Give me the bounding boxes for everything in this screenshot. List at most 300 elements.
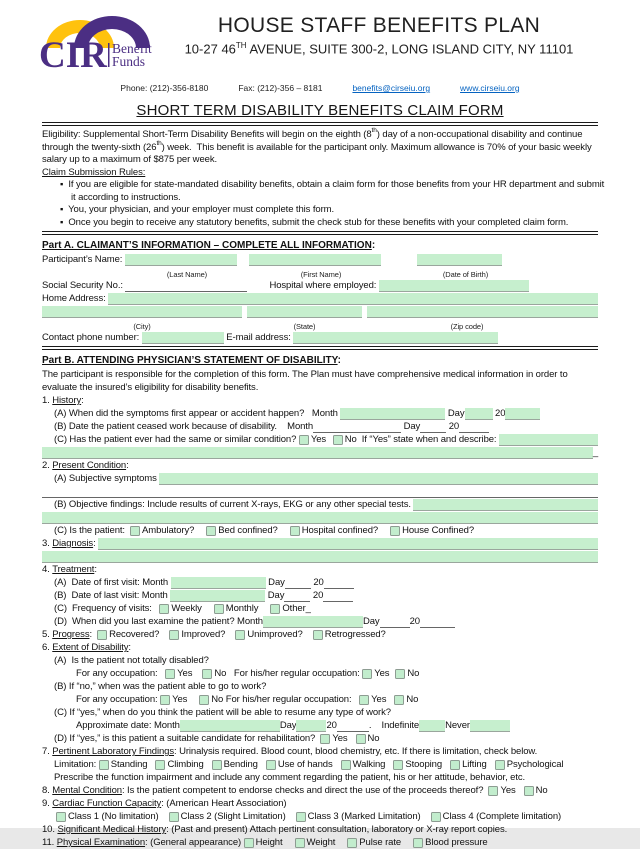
part-a-fields — [42, 253, 598, 344]
superscript-text: th — [371, 127, 377, 134]
checkbox-label: Recovered? — [109, 629, 160, 640]
spacer — [278, 536, 290, 537]
checkbox-label: Blood pressure — [425, 837, 488, 848]
present-b — [42, 498, 598, 511]
label-text: For any occupation: — [76, 694, 161, 705]
checkbox[interactable] — [160, 695, 170, 705]
spacer — [387, 278, 423, 279]
present-a-continuation — [42, 485, 598, 498]
label-text: (B) Date the patient ceased work because of disability. Month — [54, 421, 314, 432]
label-text: : — [126, 460, 129, 471]
part-b-section — [42, 354, 598, 849]
eligibility-line-3 — [42, 154, 598, 167]
blank-underline[interactable] — [285, 577, 311, 589]
label-text: Home Address: — [42, 293, 109, 304]
checkbox[interactable] — [390, 526, 400, 536]
checkbox[interactable] — [266, 760, 276, 770]
checkbox[interactable] — [295, 838, 305, 848]
label-text: 7. — [42, 746, 53, 757]
label-text: 20 — [446, 421, 460, 432]
rule-1-line-1 — [42, 179, 605, 192]
checkbox[interactable] — [202, 669, 212, 679]
checkbox-item[interactable] — [495, 758, 564, 771]
checkbox-item[interactable] — [202, 667, 226, 680]
label-text: 3. — [42, 538, 53, 549]
checkbox-label: Other — [282, 603, 306, 614]
input-field[interactable] — [413, 499, 598, 511]
label-text: evaluate the insured’s eligibility for disability benefits. — [42, 382, 259, 393]
checkbox[interactable] — [169, 630, 179, 640]
present-a — [42, 472, 598, 485]
input-field[interactable] — [419, 720, 445, 732]
input-field[interactable] — [180, 720, 280, 732]
input-field[interactable] — [263, 616, 363, 628]
input-field[interactable] — [470, 720, 510, 732]
checkbox-label: Height — [255, 837, 283, 848]
checkbox-label: Ambulatory? — [142, 525, 195, 536]
progress-line — [42, 628, 598, 641]
label-text: . Indefinite — [368, 720, 420, 731]
checkbox-label: House Confined? — [402, 525, 475, 536]
checkbox-label: Retrogressed? — [324, 629, 386, 640]
city-state-zip-captions — [42, 318, 598, 331]
mental-condition-line — [42, 784, 598, 797]
blank-underline[interactable] — [420, 421, 446, 433]
label-text: : — [128, 642, 131, 653]
blank-underline[interactable] — [125, 280, 247, 292]
label-text: salary up to a maximum of $875 per week. — [42, 154, 218, 165]
form-title: SHORT TERM DISABILITY BENEFITS CLAIM FORM — [136, 102, 504, 119]
present-condition-heading — [42, 459, 598, 472]
checkbox-label: No — [214, 668, 227, 679]
spacer — [247, 291, 269, 292]
part-a-heading-colon: : — [371, 240, 376, 251]
checkbox-item[interactable] — [212, 758, 258, 771]
input-field[interactable] — [98, 538, 598, 550]
checkbox-item[interactable] — [169, 628, 225, 641]
extent-b — [42, 680, 598, 693]
checkbox[interactable] — [341, 760, 351, 770]
checkbox[interactable] — [524, 786, 534, 796]
checkbox-label: Standing — [110, 759, 148, 770]
checkbox-item[interactable] — [296, 810, 421, 823]
spacer — [243, 278, 255, 279]
input-field[interactable] — [247, 306, 362, 318]
website-link[interactable]: www.cirseiu.org — [460, 83, 520, 93]
blank-underline[interactable] — [380, 616, 410, 628]
checkbox-label: Improved? — [181, 629, 226, 640]
input-field[interactable] — [108, 293, 598, 305]
label-text: 1. — [42, 395, 53, 406]
checkbox-item[interactable] — [347, 836, 401, 849]
medical-history-line — [42, 823, 598, 836]
checkbox[interactable] — [214, 604, 224, 614]
checkbox[interactable] — [169, 812, 179, 822]
checkbox[interactable] — [212, 760, 222, 770]
checkbox-item[interactable] — [356, 732, 380, 745]
checkbox-item[interactable] — [390, 524, 474, 537]
checkbox-item[interactable] — [359, 693, 386, 706]
label-text: For any occupation: — [76, 668, 166, 679]
checkbox-item[interactable] — [56, 810, 159, 823]
checkbox-item[interactable] — [333, 433, 357, 446]
treatment-c — [42, 602, 598, 615]
checkbox-item[interactable] — [130, 524, 194, 537]
page-header — [39, 8, 598, 76]
blank-underline[interactable] — [42, 486, 598, 498]
checkbox-label: Climbing — [167, 759, 204, 770]
input-field[interactable] — [340, 408, 445, 420]
checkbox-label: Weight — [306, 837, 336, 848]
eligibility-line-1 — [42, 129, 598, 142]
label-text: Day — [279, 720, 297, 731]
checkbox-label: Psychological — [506, 759, 564, 770]
checkbox-label: Stooping — [405, 759, 443, 770]
label-text: : — [81, 395, 84, 406]
organization-title: HOUSE STAFF BENEFITS PLAN — [217, 14, 541, 37]
label-text: Prescribe the function impairment and include any comment regarding the patient, his or her attitude, behavior, etc. — [54, 772, 526, 783]
underlined-label: Cardiac Function Capacity — [52, 798, 162, 809]
rule-2 — [42, 204, 598, 217]
field-caption: (First Name) — [300, 270, 342, 279]
checkbox-label: No — [407, 668, 420, 679]
spacer — [159, 640, 169, 641]
rule-1-line-2 — [42, 192, 598, 205]
checkbox[interactable] — [270, 604, 280, 614]
spacer — [326, 445, 333, 446]
label-text: Day — [445, 408, 465, 419]
checkbox[interactable] — [313, 630, 323, 640]
eligibility-section — [42, 127, 605, 229]
label-text: : — [89, 629, 98, 640]
checkbox[interactable] — [394, 695, 404, 705]
label-text: ▪ Once you begin to receive any statutory benefits, submit the check stub for these benefits with your completed claim form. — [60, 216, 569, 228]
blank-underline[interactable] — [459, 421, 489, 433]
underlined-label: Pertinent Laboratory Findings — [52, 746, 174, 757]
label-text: 20 — [409, 616, 420, 627]
checkbox[interactable] — [199, 695, 209, 705]
label-text: 9. — [42, 798, 53, 809]
label-text: (A) Date of first visit: Month — [54, 577, 171, 588]
label-text: (B) Date of last visit: Month — [54, 590, 171, 601]
blank-underline[interactable] — [324, 577, 354, 589]
label-text: Never — [445, 720, 470, 731]
underlined-label: History — [52, 395, 82, 406]
history-heading — [42, 394, 598, 407]
field-caption: (State) — [293, 322, 316, 331]
checkbox[interactable] — [395, 669, 405, 679]
treatment-d — [42, 615, 598, 628]
checkbox-item[interactable] — [450, 758, 487, 771]
checkbox-item[interactable] — [362, 667, 389, 680]
input-field[interactable] — [499, 434, 598, 446]
underlined-label: Treatment — [52, 564, 95, 575]
input-field[interactable] — [505, 408, 540, 420]
input-field[interactable] — [125, 254, 237, 266]
checkbox-label: Bending — [223, 759, 258, 770]
part-b-heading-text: Part B. ATTENDING PHYSICIAN’S STATEMENT OF DISABILITY — [42, 355, 338, 366]
checkbox[interactable] — [97, 630, 107, 640]
checkbox[interactable] — [99, 760, 109, 770]
claim-rules-heading — [42, 167, 598, 180]
checkbox-item[interactable] — [395, 667, 419, 680]
checkbox-label: Yes — [500, 785, 516, 796]
logo-benefit-text: Benefit — [112, 41, 152, 56]
label-text: (C) Has the patient ever had the same or similar condition? — [54, 434, 299, 445]
extent-a — [42, 654, 598, 667]
label-text: (A) Is the patient not totally disabled? — [54, 655, 209, 666]
label-text: Day — [265, 577, 285, 588]
checkbox-item[interactable] — [393, 758, 442, 771]
label-text: For his/her regular occupation: — [223, 694, 360, 705]
label-text: The participant is responsible for the completion of this form. The Plan must have comprehensive medical information in order to — [42, 369, 568, 380]
limitation-note — [42, 771, 598, 784]
label-text: Approximate date: Month — [76, 720, 180, 731]
input-field[interactable] — [42, 512, 598, 524]
label-text: 6. — [42, 642, 53, 653]
checkbox[interactable] — [356, 734, 366, 744]
spacer — [381, 265, 417, 266]
label-text: (A) When did the symptoms first appear or accident happen? Month — [54, 408, 341, 419]
checkbox[interactable] — [155, 760, 165, 770]
checkbox-item[interactable] — [169, 810, 286, 823]
blank-underline[interactable] — [323, 590, 353, 602]
checkbox-item[interactable] — [341, 758, 386, 771]
address-part: 10-27 46 — [184, 41, 236, 57]
checkbox-item[interactable] — [295, 836, 336, 849]
input-field[interactable] — [171, 577, 266, 589]
checkbox[interactable] — [206, 526, 216, 536]
checkbox[interactable] — [359, 695, 369, 705]
physical-exam-line — [42, 836, 598, 849]
limitation-line — [42, 758, 598, 771]
ssn-hospital-row — [42, 279, 598, 292]
label-text: : — [93, 538, 99, 549]
checkbox-item[interactable] — [155, 758, 203, 771]
extent-c — [42, 706, 598, 719]
checkbox-item[interactable] — [488, 784, 515, 797]
label-text: 20 — [326, 720, 337, 731]
input-field[interactable] — [170, 590, 265, 602]
checkbox[interactable] — [130, 526, 140, 536]
checkbox-item[interactable] — [524, 784, 548, 797]
checkbox-item[interactable] — [413, 836, 488, 849]
checkbox-label: Class 2 (Slight Limitation) — [180, 811, 286, 822]
lab-findings-heading — [42, 745, 598, 758]
checkbox-label: Lifting — [462, 759, 487, 770]
blank-underline[interactable] — [420, 616, 455, 628]
input-field[interactable] — [379, 280, 529, 292]
label-text: E-mail address: — [223, 332, 294, 343]
treatment-heading — [42, 563, 598, 576]
input-field[interactable] — [465, 408, 493, 420]
label-text: Participant’s Name: — [42, 254, 125, 265]
cir-benefit-funds-logo — [39, 8, 160, 76]
phone-email-row — [42, 331, 598, 344]
fax-number: Fax: (212)-356 – 8181 — [238, 83, 323, 93]
checkbox-item[interactable] — [299, 433, 326, 446]
checkbox[interactable] — [333, 435, 343, 445]
label-text: (A) Subjective symptoms — [54, 473, 160, 484]
checkbox-item[interactable] — [320, 732, 347, 745]
pb-intro-1 — [42, 368, 598, 381]
label-text: 11. — [42, 837, 57, 848]
underlined-label: Extent of Disability — [52, 642, 129, 653]
checkbox-label: Hospital confined? — [301, 525, 379, 536]
checkbox-label: Yes — [374, 668, 390, 679]
extent-heading — [42, 641, 598, 654]
label-text: _ — [305, 603, 311, 614]
part-a-heading-text: Part A. CLAIMANT’S INFORMATION – COMPLETE ALL INFORMATION — [42, 240, 372, 251]
spacer — [516, 796, 524, 797]
input-field[interactable] — [42, 551, 598, 563]
phone-number: Phone: (212)-356-8180 — [120, 83, 209, 93]
checkbox-item[interactable] — [270, 602, 305, 615]
checkbox-item[interactable] — [99, 758, 148, 771]
underlined-label: Progress — [52, 629, 90, 640]
part-b-heading — [42, 354, 598, 368]
label-text: (C) Frequency of visits: — [54, 603, 160, 614]
checkbox-item[interactable] — [313, 628, 386, 641]
spacer — [225, 640, 235, 641]
checkbox[interactable] — [159, 604, 169, 614]
part-b-fields — [42, 368, 598, 849]
blank-underline[interactable] — [284, 590, 310, 602]
checkbox-label: Yes — [177, 668, 193, 679]
input-field[interactable] — [142, 332, 224, 344]
checkbox-label: Pulse rate — [359, 837, 402, 848]
checkbox[interactable] — [347, 838, 357, 848]
part-a-section — [42, 239, 598, 344]
email-link[interactable]: benefits@cirseiu.org — [352, 83, 431, 93]
checkbox-item[interactable] — [214, 602, 259, 615]
treatment-b — [42, 589, 598, 602]
checkbox-item[interactable] — [266, 758, 333, 771]
checkbox-item[interactable] — [165, 667, 192, 680]
label-text: If “Yes” state when and describe: — [356, 434, 500, 445]
checkbox-label: Weekly — [171, 603, 202, 614]
input-field[interactable] — [249, 254, 381, 266]
checkbox[interactable] — [413, 838, 423, 848]
underlined-label: Claim Submission Rules: — [42, 166, 146, 178]
underlined-label: Diagnosis — [52, 538, 94, 549]
checkbox-item[interactable] — [206, 524, 277, 537]
label-text: : Is the patient competent to endorse checks and direct the use of the proceeds thereof? — [121, 785, 489, 796]
checkbox[interactable] — [393, 760, 403, 770]
label-text: ) week. This benefit is available for the participant only. Maximum allowance is 70% of your basic weekly — [161, 141, 592, 153]
checkbox-label: No — [211, 694, 224, 705]
input-field[interactable] — [293, 332, 498, 344]
checkbox-label: Class 3 (Marked Limitation) — [307, 811, 421, 822]
input-field[interactable] — [159, 473, 598, 485]
checkbox-item[interactable] — [159, 602, 201, 615]
checkbox-label: Yes — [332, 733, 348, 744]
label-text: (D) If “yes,” is this patient a suitable candidate for rehabilitation? — [54, 733, 321, 744]
input-field[interactable] — [417, 254, 502, 266]
input-field[interactable] — [367, 306, 598, 318]
logo-graphic-icon — [39, 8, 160, 76]
checkbox-label: Yes — [371, 694, 387, 705]
checkbox-label: Use of hands — [277, 759, 333, 770]
checkbox[interactable] — [296, 812, 306, 822]
label-text: Hospital where employed: — [269, 280, 379, 291]
header-titles — [160, 8, 598, 56]
label-text: ▪ You, your physician, and your employer must complete this form. — [60, 204, 334, 215]
blank-underline[interactable] — [337, 720, 369, 732]
checkbox[interactable] — [362, 669, 372, 679]
underlined-label: Physical Examination — [56, 837, 146, 848]
checkbox[interactable] — [495, 760, 505, 770]
label-text: For his/her regular occupation: — [226, 668, 363, 679]
history-c-continuation — [42, 446, 598, 459]
checkbox[interactable] — [235, 630, 245, 640]
checkbox[interactable] — [56, 812, 66, 822]
label-text: (C) If “yes,” when do you think the patient will be able to resume any type of work? — [54, 707, 391, 718]
checkbox-item[interactable] — [97, 628, 159, 641]
label-text: 20 — [492, 408, 506, 419]
checkbox-label: Class 4 (Complete limitation) — [442, 811, 562, 822]
checkbox-label: Yes — [172, 694, 188, 705]
address-superscript: TH — [235, 41, 247, 50]
checkbox[interactable] — [320, 734, 330, 744]
checkbox[interactable] — [165, 669, 175, 679]
label-text: (B) If “no,” when was the patient able to go to work? — [54, 681, 267, 692]
checkbox-item[interactable] — [244, 836, 283, 849]
blank-underline[interactable] — [313, 421, 401, 433]
present-c — [42, 524, 598, 537]
checkbox[interactable] — [488, 786, 498, 796]
label-text: 20 — [310, 590, 324, 601]
double-rule — [42, 231, 598, 235]
checkbox-item[interactable] — [431, 810, 562, 823]
field-caption: (Last Name) — [166, 270, 208, 279]
input-field[interactable] — [296, 720, 326, 732]
part-b-heading-colon: : — [337, 355, 341, 366]
underlined-label: Significant Medical History — [57, 824, 167, 835]
spacer — [237, 265, 249, 266]
input-field[interactable] — [42, 447, 593, 459]
checkbox-label: Unimproved? — [247, 629, 303, 640]
logo-funds-text: Funds — [112, 54, 146, 69]
checkbox-label: Walking — [352, 759, 386, 770]
field-caption: (Zip code) — [450, 322, 484, 331]
label-text: : — [94, 564, 97, 575]
checkbox-label: Bed confined? — [218, 525, 278, 536]
label-text: : (General appearance) — [145, 837, 244, 848]
checkbox-label: No — [344, 434, 357, 445]
label-text: _ — [592, 447, 598, 458]
checkbox[interactable] — [431, 812, 441, 822]
input-field[interactable] — [42, 306, 242, 318]
checkbox-item[interactable] — [290, 524, 378, 537]
home-address-row — [42, 292, 598, 305]
checkbox-item[interactable] — [160, 693, 187, 706]
double-rule — [42, 122, 598, 126]
checkbox-item[interactable] — [235, 628, 302, 641]
checkbox-item[interactable] — [199, 693, 223, 706]
checkbox[interactable] — [299, 435, 309, 445]
label-text: (D) When did you last examine the patient? Month — [54, 616, 263, 627]
checkbox[interactable] — [450, 760, 460, 770]
checkbox[interactable] — [244, 838, 254, 848]
diagnosis-continuation — [42, 550, 598, 563]
checkbox-item[interactable] — [394, 693, 418, 706]
label-text: Day — [401, 421, 421, 432]
checkbox[interactable] — [290, 526, 300, 536]
spacer — [194, 536, 206, 537]
field-caption: (Date of Birth) — [442, 270, 489, 279]
extent-a-occupation — [42, 667, 598, 680]
